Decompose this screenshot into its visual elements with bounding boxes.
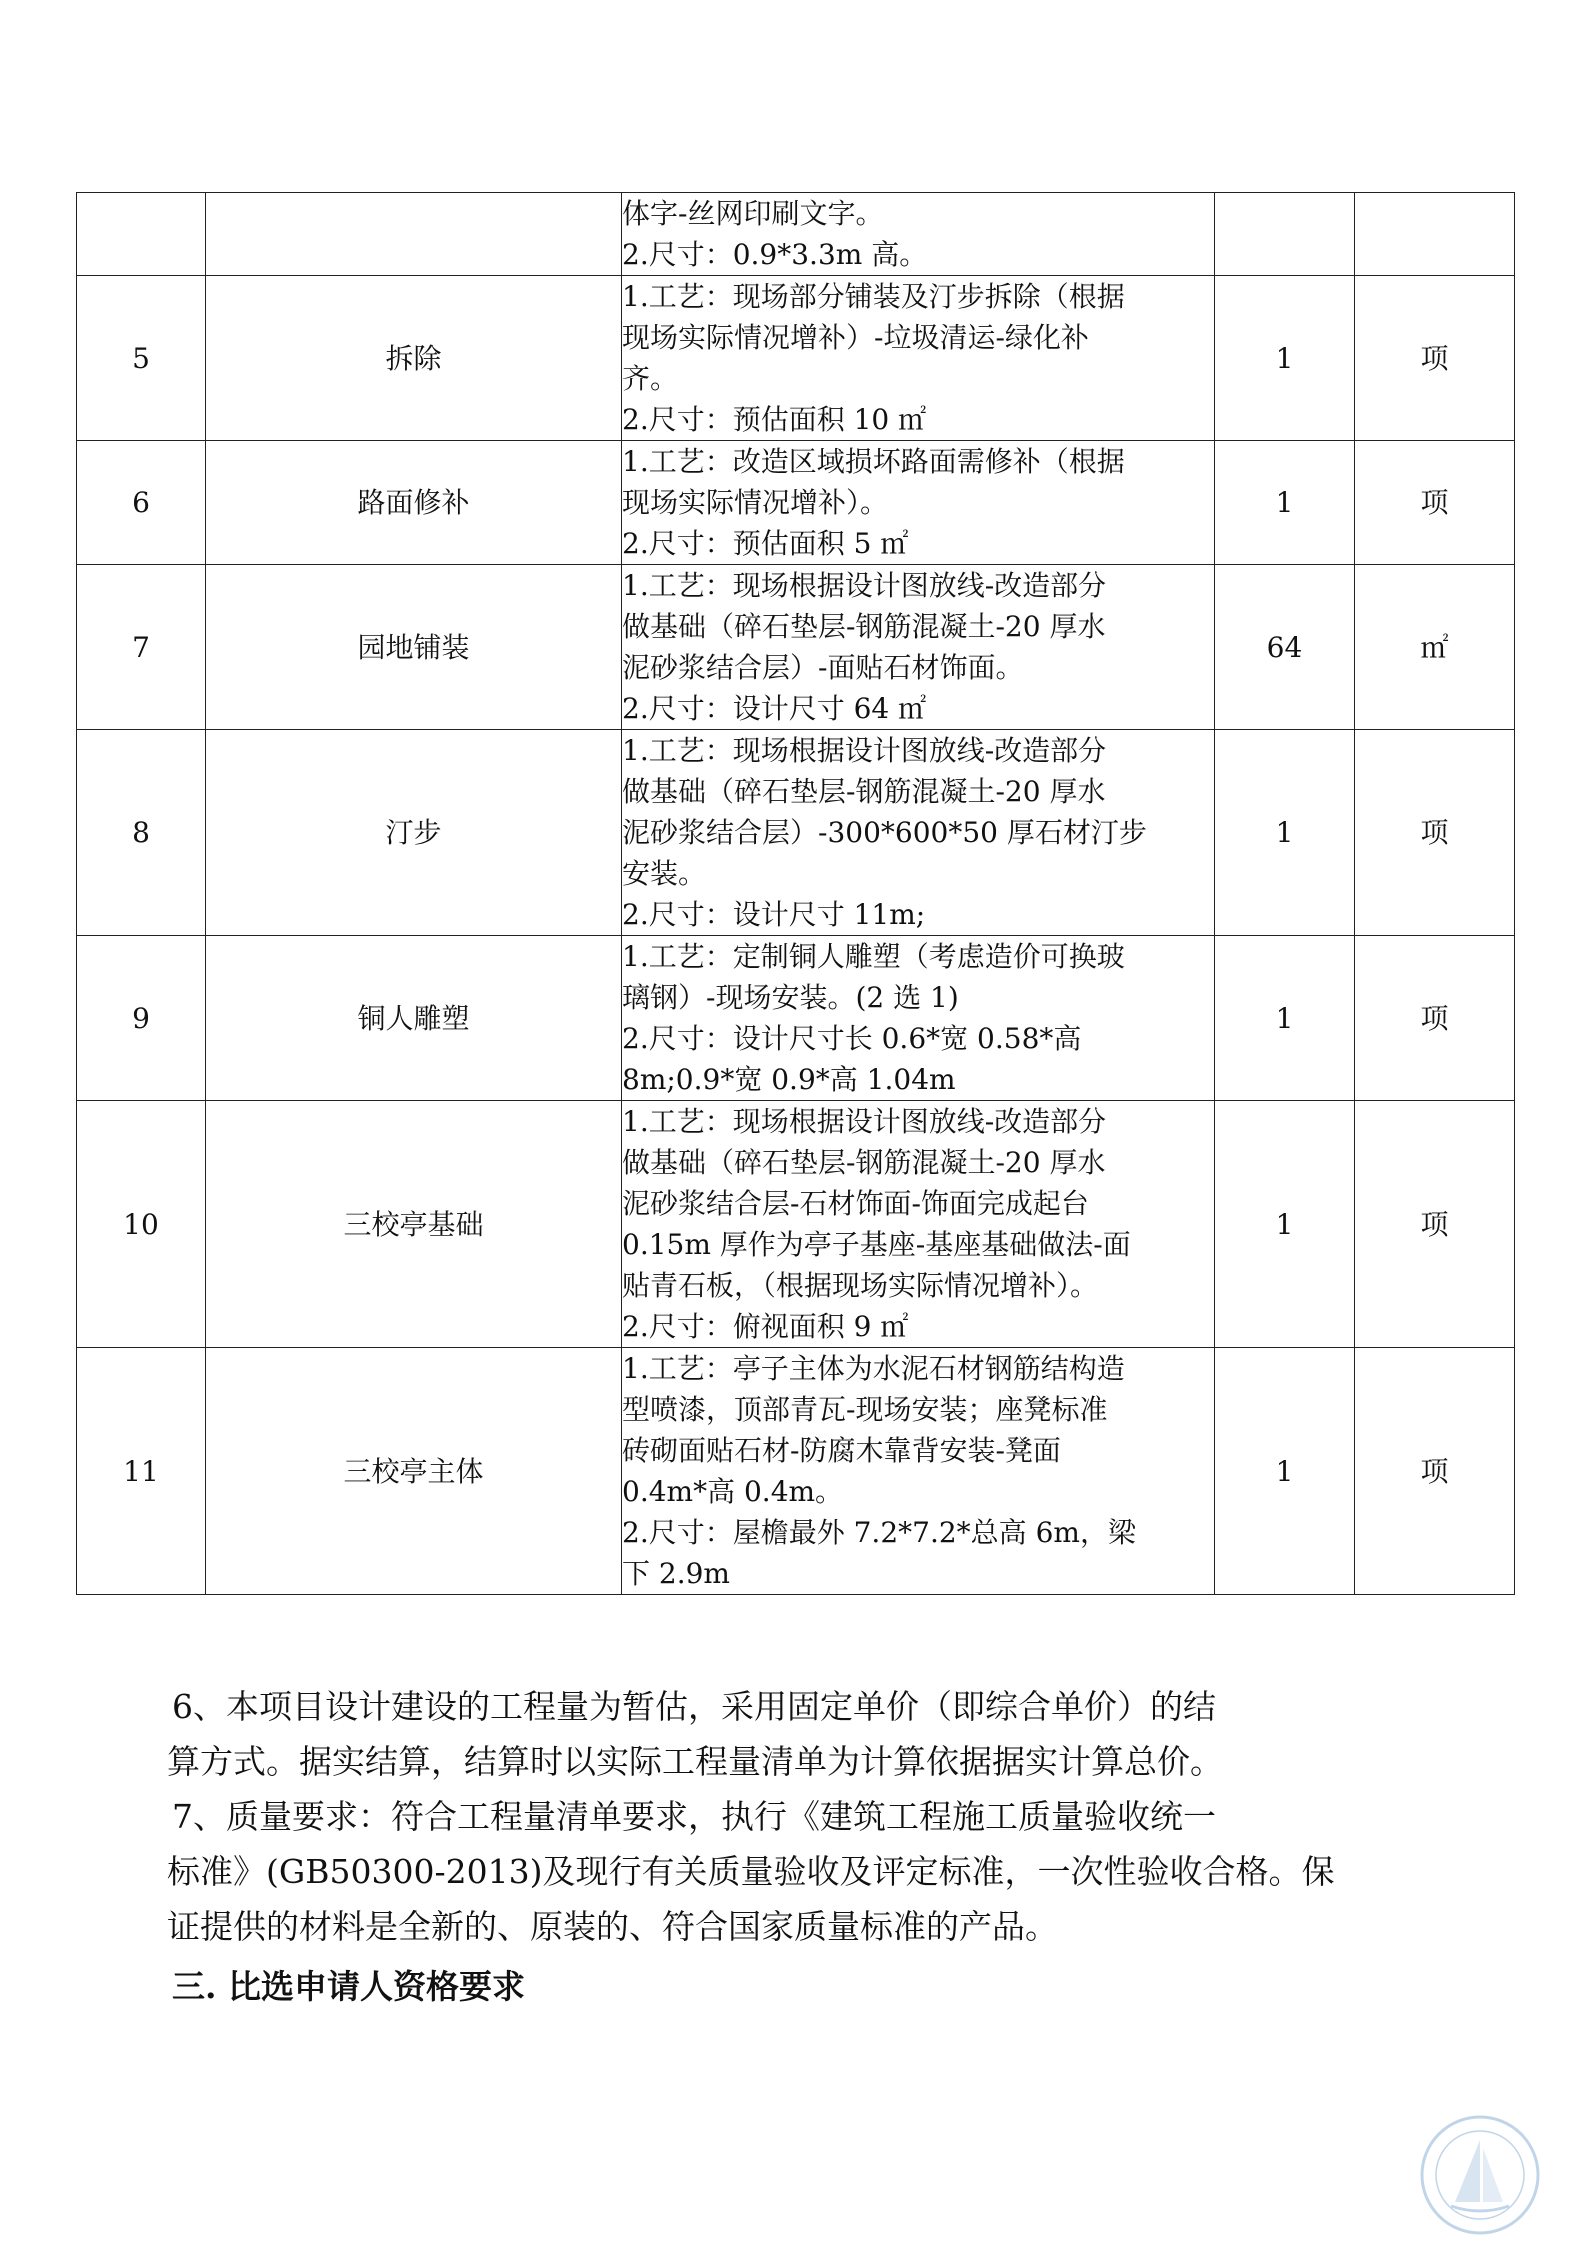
item-name-cell: 拆除 xyxy=(206,276,622,441)
description-line: 齐。 xyxy=(622,362,679,395)
item-number-cell xyxy=(77,193,206,276)
description-line: 泥砂浆结合层-石材饰面-饰面完成起台 xyxy=(622,1187,1089,1220)
table-row xyxy=(77,730,1515,936)
item-number-cell: 7 xyxy=(77,565,206,730)
item-number-cell: 11 xyxy=(77,1348,206,1595)
description-line: 2.尺寸：0.9*3.3m 高。 xyxy=(622,238,928,271)
unit-cell: 项 xyxy=(1355,276,1515,441)
description-line: 1.工艺：现场部分铺装及汀步拆除（根据 xyxy=(622,280,1125,313)
description-line: 泥砂浆结合层）-面贴石材饰面。 xyxy=(622,651,1024,684)
description-line: 2.尺寸：预估面积 10 ㎡ xyxy=(622,403,927,436)
description-line: 现场实际情况增补）-垃圾清运-绿化补 xyxy=(622,321,1089,354)
table-row xyxy=(77,936,1515,1101)
item-number-cell: 6 xyxy=(77,441,206,565)
table-row xyxy=(77,193,1515,276)
paragraph-7-line-1: 7、质量要求：符合工程量清单要求，执行《建筑工程施工质量验收统一 xyxy=(172,1797,1216,1836)
unit-cell: 项 xyxy=(1355,1101,1515,1348)
item-description-cell xyxy=(622,936,1215,1101)
item-name-cell: 园地铺装 xyxy=(206,565,622,730)
description-line: 2.尺寸：设计尺寸 64 ㎡ xyxy=(622,692,927,725)
unit-cell: ㎡ xyxy=(1355,565,1515,730)
unit-cell: 项 xyxy=(1355,441,1515,565)
item-description-cell xyxy=(622,1348,1215,1595)
description-line: 1.工艺：现场根据设计图放线-改造部分 xyxy=(622,734,1107,767)
description-line: 安装。 xyxy=(622,857,707,890)
description-line: 0.15m 厚作为亭子基座-基座基础做法-面 xyxy=(622,1228,1131,1261)
paragraph-6-line-2: 算方式。据实结算，结算时以实际工程量清单为计算依据据实计算总价。 xyxy=(167,1742,1223,1781)
description-line: 2.尺寸：预估面积 5 ㎡ xyxy=(622,527,909,560)
description-line: 2.尺寸：设计尺寸 11m; xyxy=(622,898,926,931)
table-row xyxy=(77,565,1515,730)
unit-cell: 项 xyxy=(1355,730,1515,936)
item-description-cell xyxy=(622,276,1215,441)
description-line: 2.尺寸：设计尺寸长 0.6*宽 0.58*高 xyxy=(622,1022,1082,1055)
description-line: 1.工艺：改造区域损坏路面需修补（根据 xyxy=(622,445,1125,478)
description-line: 做基础（碎石垫层-钢筋混凝土-20 厚水 xyxy=(622,610,1106,643)
unit-cell: 项 xyxy=(1355,1348,1515,1595)
item-number-cell: 5 xyxy=(77,276,206,441)
unit-cell xyxy=(1355,193,1515,276)
item-name-cell: 路面修补 xyxy=(206,441,622,565)
quantity-cell: 1 xyxy=(1215,276,1355,441)
item-name-cell: 铜人雕塑 xyxy=(206,936,622,1101)
description-line: 2.尺寸：屋檐最外 7.2*7.2*总高 6m，梁 xyxy=(622,1516,1136,1549)
table-row xyxy=(77,1348,1515,1595)
description-line: 璃钢）-现场安装。(2 选 1) xyxy=(622,981,959,1014)
table-row xyxy=(77,441,1515,565)
item-description-cell xyxy=(622,1101,1215,1348)
paragraph-7-line-2: 标准》(GB50300-2013)及现行有关质量验收及评定标准，一次性验收合格。保 xyxy=(167,1852,1335,1891)
item-name-cell: 汀步 xyxy=(206,730,622,936)
description-line: 0.4m*高 0.4m。 xyxy=(622,1475,844,1508)
specification-table xyxy=(76,192,1515,1595)
description-line: 做基础（碎石垫层-钢筋混凝土-20 厚水 xyxy=(622,775,1106,808)
section-3-heading: 三. 比选申请人资格要求 xyxy=(172,1967,525,2006)
paragraph-6-line-1: 6、本项目设计建设的工程量为暂估，采用固定单价（即综合单价）的结 xyxy=(172,1687,1216,1726)
quantity-cell: 1 xyxy=(1215,936,1355,1101)
quantity-cell: 1 xyxy=(1215,441,1355,565)
description-line: 1.工艺：现场根据设计图放线-改造部分 xyxy=(622,1105,1107,1138)
item-description-cell xyxy=(622,441,1215,565)
description-line: 1.工艺：现场根据设计图放线-改造部分 xyxy=(622,569,1107,602)
quantity-cell: 1 xyxy=(1215,1348,1355,1595)
item-name-cell: 三校亭基础 xyxy=(206,1101,622,1348)
description-line: 做基础（碎石垫层-钢筋混凝土-20 厚水 xyxy=(622,1146,1106,1179)
quantity-cell: 64 xyxy=(1215,565,1355,730)
description-line: 泥砂浆结合层）-300*600*50 厚石材汀步 xyxy=(622,816,1147,849)
description-line: 1.工艺：定制铜人雕塑（考虑造价可换玻 xyxy=(622,940,1125,973)
item-number-cell: 8 xyxy=(77,730,206,936)
item-description-cell xyxy=(622,730,1215,936)
description-line: 2.尺寸：俯视面积 9 ㎡ xyxy=(622,1310,909,1343)
description-line: 1.工艺：亭子主体为水泥石材钢筋结构造 xyxy=(622,1352,1125,1385)
table-row xyxy=(77,1101,1515,1348)
paragraph-7-line-3: 证提供的材料是全新的、原装的、符合国家质量标准的产品。 xyxy=(167,1907,1058,1946)
quantity-cell: 1 xyxy=(1215,730,1355,936)
item-description-cell xyxy=(622,565,1215,730)
description-line: 体字-丝网印刷文字。 xyxy=(622,197,884,230)
description-line: 8m;0.9*宽 0.9*高 1.04m xyxy=(622,1063,956,1096)
item-description-cell xyxy=(622,193,1215,276)
item-number-cell: 10 xyxy=(77,1101,206,1348)
table-row xyxy=(77,276,1515,441)
quantity-cell: 1 xyxy=(1215,1101,1355,1348)
sailboat-seal-icon xyxy=(1415,2110,1545,2240)
item-name-cell xyxy=(206,193,622,276)
description-line: 下 2.9m xyxy=(622,1557,730,1590)
description-line: 型喷漆，顶部青瓦-现场安装；座凳标准 xyxy=(622,1393,1108,1426)
description-line: 现场实际情况增补）。 xyxy=(622,486,889,519)
item-number-cell: 9 xyxy=(77,936,206,1101)
item-name-cell: 三校亭主体 xyxy=(206,1348,622,1595)
description-line: 贴青石板，（根据现场实际情况增补）。 xyxy=(622,1269,1099,1302)
description-line: 砖砌面贴石材-防腐木靠背安装-凳面 xyxy=(622,1434,1061,1467)
quantity-cell xyxy=(1215,193,1355,276)
unit-cell: 项 xyxy=(1355,936,1515,1101)
